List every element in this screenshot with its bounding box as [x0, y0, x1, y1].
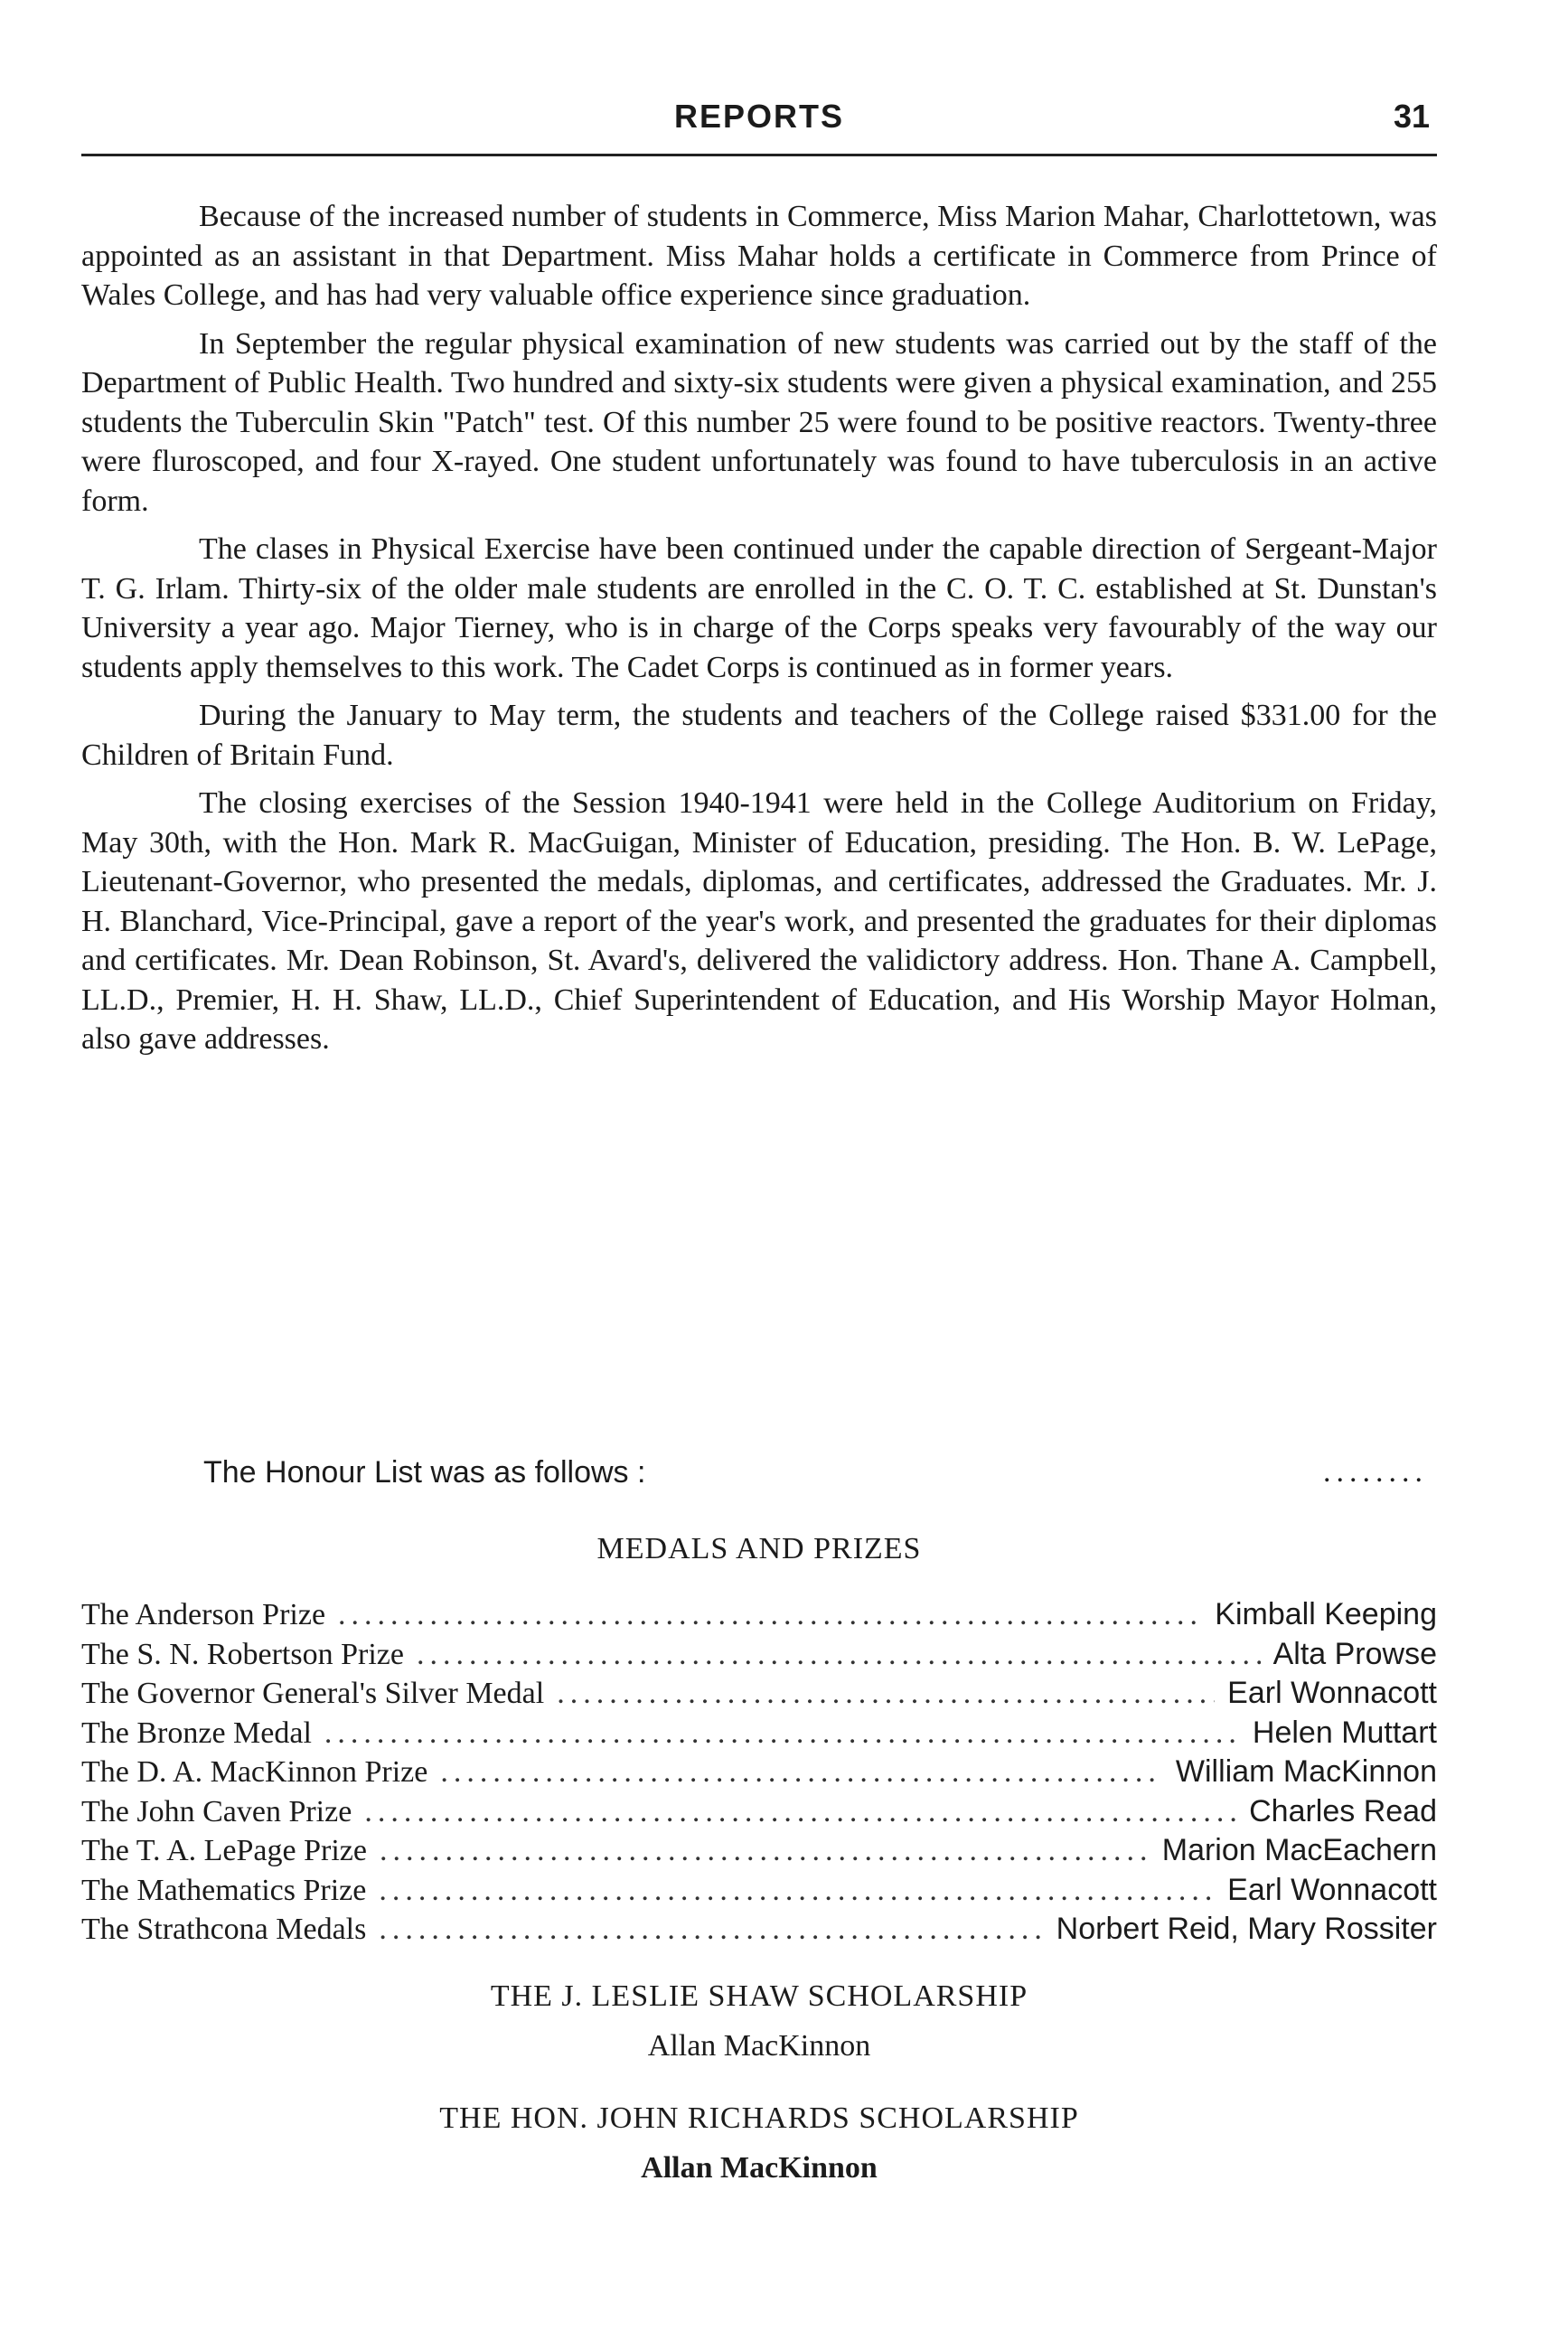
prize-winner: Earl Wonnacott — [1227, 1676, 1437, 1710]
honour-list-intro — [81, 1455, 1437, 1495]
prize-row — [81, 1714, 1437, 1753]
honour-list-dots: ........ — [1323, 1455, 1428, 1489]
prize-winner: Kimball Keeping — [1215, 1597, 1437, 1631]
dot-leader — [324, 1714, 1240, 1753]
richards-scholarship-winner: Allan MacKinnon — [641, 2151, 878, 2185]
paragraph-physical-exercise: The clases in Physical Exercise have been continued under the capable direction of Sergeant-Major T. G. Irlam. Thirty-six of the older male students are enrolled in the C. O. T. C. established at St. Dunstan's University a year ago. Major Tierney, who is in charge of the Corps speaks very favourably of the way our students apply themselves to this work. The Cadet Corps is continued as in former years. — [81, 532, 1437, 684]
shaw-scholarship-title: THE J. LESLIE SHAW SCHOLARSHIP — [490, 1979, 1028, 2013]
report-body — [81, 197, 1437, 1068]
prize-name: The S. N. Robertson Prize — [81, 1637, 404, 1671]
prize-row — [81, 1595, 1437, 1635]
prize-winner: Helen Muttart — [1252, 1715, 1437, 1750]
dot-leader — [417, 1635, 1261, 1675]
prize-name: The Governor General's Silver Medal — [81, 1677, 545, 1710]
dot-leader — [338, 1595, 1202, 1635]
paragraph-physical-examination: In September the regular physical examination of new students was carried out by the staff of the Department of Public Health. Two hundred and sixty-six students were given a physical examination, and 255 students the Tuberculin Skin "Patch" test. Of this number 25 were found to be positive reactors. Twenty-three were fluroscoped, and four X-rayed. One student unfortunately was found to have tuberculosis in an active form. — [81, 326, 1437, 518]
prize-row — [81, 1792, 1437, 1832]
shaw-scholarship-winner: Allan MacKinnon — [647, 2029, 871, 2063]
prize-row — [81, 1910, 1437, 1950]
prize-row — [81, 1753, 1437, 1792]
running-title: REPORTS — [673, 98, 845, 135]
prize-name: The Anderson Prize — [81, 1598, 326, 1631]
prize-name: The Strathcona Medals — [81, 1913, 367, 1946]
dot-leader — [379, 1910, 1043, 1950]
prize-row — [81, 1871, 1437, 1911]
prize-name: The John Caven Prize — [81, 1794, 352, 1828]
running-header — [81, 98, 1437, 152]
prize-row — [81, 1831, 1437, 1871]
prize-winner: William MacKinnon — [1175, 1754, 1437, 1789]
dot-leader — [379, 1871, 1215, 1911]
prize-name: The T. A. LePage Prize — [81, 1834, 367, 1867]
prize-winner: Charles Read — [1249, 1793, 1437, 1828]
prize-winner: Alta Prowse — [1272, 1636, 1437, 1671]
header-rule — [81, 154, 1437, 156]
dot-leader — [557, 1674, 1215, 1714]
document-page — [81, 0, 1437, 2350]
honour-list-lead: The Honour List was as follows : — [203, 1455, 646, 1490]
prize-name: The Mathematics Prize — [81, 1873, 367, 1907]
prize-name: The Bronze Medal — [81, 1716, 312, 1750]
prize-name: The D. A. MacKinnon Prize — [81, 1755, 428, 1789]
paragraph-commerce: Because of the increased number of students in Commerce, Miss Marion Mahar, Charlottetown, was appointed as an assistant in that Department. Miss Mahar holds a certificate in Commerce from Prince of Wales College, and has had very valuable office experience since graduation. — [81, 200, 1437, 312]
medals-heading: MEDALS AND PRIZES — [596, 1532, 922, 1565]
dot-leader — [440, 1753, 1163, 1792]
prize-winner: Norbert Reid, Mary Rossiter — [1056, 1912, 1437, 1946]
prize-winner: Marion MacEachern — [1161, 1833, 1437, 1867]
prize-winner: Earl Wonnacott — [1227, 1872, 1437, 1907]
richards-scholarship-title: THE HON. JOHN RICHARDS SCHOLARSHIP — [439, 2101, 1079, 2135]
prize-row — [81, 1674, 1437, 1714]
dot-leader — [380, 1831, 1150, 1871]
dot-leader — [364, 1792, 1236, 1832]
page-number: 31 — [1393, 98, 1430, 135]
paragraph-fundraising: During the January to May term, the students and teachers of the College raised $331.00 for the Children of Britain Fund. — [81, 699, 1437, 772]
prize-list — [81, 1595, 1437, 1950]
paragraph-closing-exercises: The closing exercises of the Session 1940-1941 were held in the College Auditorium on Friday, May 30th, with the Hon. Mark R. MacGuigan, Minister of Education, presiding. The Hon. B. W. LePage, Lieutenant-Governor, who presented the medals, diplomas, and certificates, addressed the Graduates. Mr. J. H. Blanchard, Vice-Principal, gave a report of the year's work, and presented the graduates for their diplomas and certificates. Mr. Dean Robinson, St. Avard's, delivered the validictory address. Hon. Thane A. Campbell, LL.D., Premier, H. H. Shaw, LL.D., Chief Superintendent of Education, and His Worship Mayor Holman, also gave addresses. — [81, 786, 1437, 1056]
prize-row — [81, 1635, 1437, 1675]
